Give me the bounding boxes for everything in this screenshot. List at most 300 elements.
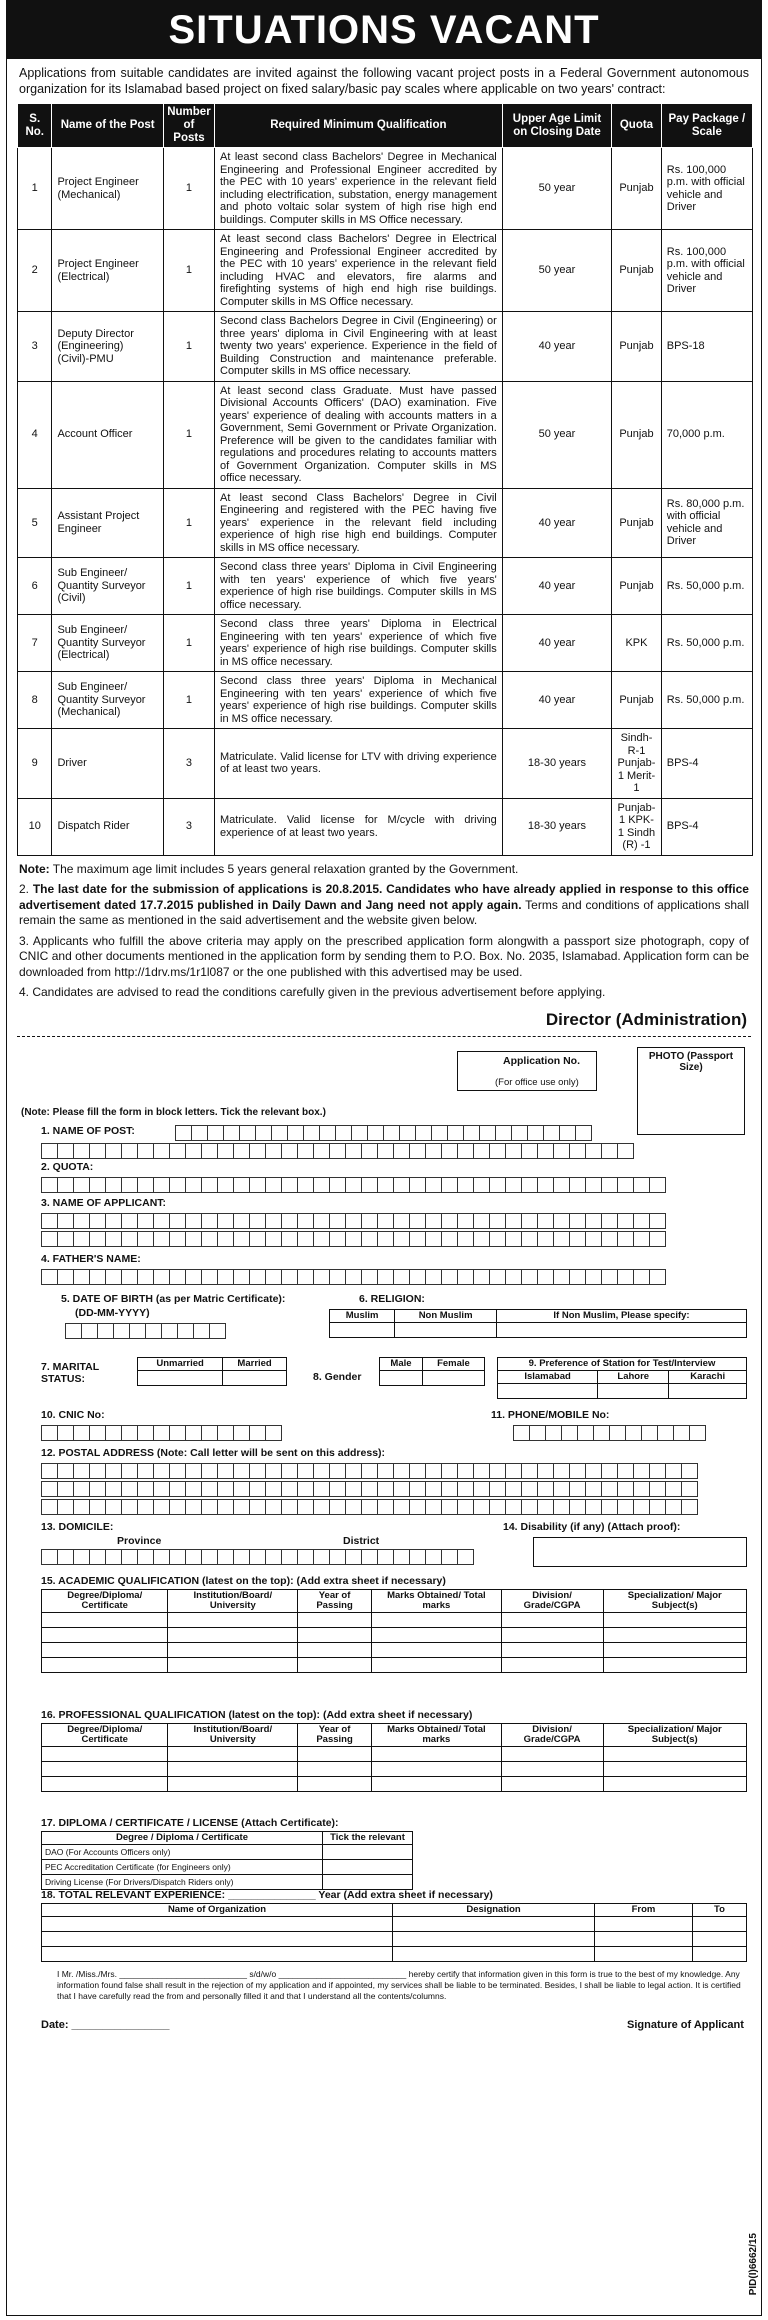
letter-box[interactable] xyxy=(553,1231,570,1247)
letter-box[interactable] xyxy=(297,1499,314,1515)
letter-box[interactable] xyxy=(361,1177,378,1193)
letter-box[interactable] xyxy=(649,1481,666,1497)
letter-box[interactable] xyxy=(281,1499,298,1515)
letter-box[interactable] xyxy=(169,1177,186,1193)
letter-box[interactable] xyxy=(137,1269,154,1285)
letter-box[interactable] xyxy=(609,1425,626,1441)
entry-cell[interactable] xyxy=(372,1657,502,1672)
letter-box[interactable] xyxy=(153,1213,170,1229)
letter-box[interactable] xyxy=(41,1177,58,1193)
entry-cell[interactable] xyxy=(168,1642,298,1657)
letter-box[interactable] xyxy=(271,1125,288,1141)
letter-box[interactable] xyxy=(297,1481,314,1497)
letter-box[interactable] xyxy=(377,1481,394,1497)
letter-box[interactable] xyxy=(57,1231,74,1247)
lahore-tick[interactable] xyxy=(598,1383,669,1398)
letter-box[interactable] xyxy=(425,1177,442,1193)
letter-box[interactable] xyxy=(217,1269,234,1285)
letter-box[interactable] xyxy=(281,1213,298,1229)
letter-box[interactable] xyxy=(201,1177,218,1193)
letter-box[interactable] xyxy=(233,1143,250,1159)
letter-box[interactable] xyxy=(545,1425,562,1441)
letter-box[interactable] xyxy=(207,1125,224,1141)
entry-cell[interactable] xyxy=(603,1612,747,1627)
letter-box[interactable] xyxy=(329,1499,346,1515)
letter-box[interactable] xyxy=(239,1125,256,1141)
letter-box[interactable] xyxy=(345,1231,362,1247)
letter-box[interactable] xyxy=(617,1213,634,1229)
letter-box[interactable] xyxy=(673,1425,690,1441)
letter-box[interactable] xyxy=(409,1177,426,1193)
letter-box[interactable] xyxy=(505,1177,522,1193)
letter-box[interactable] xyxy=(121,1481,138,1497)
letter-box[interactable] xyxy=(185,1463,202,1479)
letter-box[interactable] xyxy=(543,1125,560,1141)
letter-box[interactable] xyxy=(601,1231,618,1247)
entry-cell[interactable] xyxy=(692,1931,746,1946)
entry-cell[interactable] xyxy=(501,1612,603,1627)
letter-box[interactable] xyxy=(73,1499,90,1515)
entry-cell[interactable] xyxy=(42,1612,168,1627)
letter-box[interactable] xyxy=(425,1463,442,1479)
entry-cell[interactable] xyxy=(168,1746,298,1761)
letter-box[interactable] xyxy=(553,1269,570,1285)
letter-box[interactable] xyxy=(441,1269,458,1285)
letter-box[interactable] xyxy=(97,1323,114,1339)
letter-box[interactable] xyxy=(649,1269,666,1285)
entry-cell[interactable] xyxy=(42,1746,168,1761)
letter-box[interactable] xyxy=(249,1231,266,1247)
entry-cell[interactable] xyxy=(298,1761,372,1776)
letter-box[interactable] xyxy=(41,1143,58,1159)
letter-box[interactable] xyxy=(153,1499,170,1515)
male-tick[interactable] xyxy=(380,1370,423,1385)
letter-box[interactable] xyxy=(113,1323,130,1339)
letter-box[interactable] xyxy=(361,1481,378,1497)
option-islamabad[interactable]: Islamabad xyxy=(498,1370,598,1383)
letter-box[interactable] xyxy=(329,1463,346,1479)
letter-box[interactable] xyxy=(521,1231,538,1247)
letter-box[interactable] xyxy=(153,1549,170,1565)
letter-box[interactable] xyxy=(529,1425,546,1441)
letter-box[interactable] xyxy=(633,1269,650,1285)
letter-box[interactable] xyxy=(329,1269,346,1285)
letter-box[interactable] xyxy=(255,1125,272,1141)
letter-box[interactable] xyxy=(633,1463,650,1479)
letter-box[interactable] xyxy=(473,1499,490,1515)
letter-box[interactable] xyxy=(313,1481,330,1497)
letter-box[interactable] xyxy=(457,1143,474,1159)
letter-box[interactable] xyxy=(537,1269,554,1285)
letter-box[interactable] xyxy=(105,1269,122,1285)
married-tick[interactable] xyxy=(223,1370,287,1385)
letter-box[interactable] xyxy=(105,1481,122,1497)
letter-box[interactable] xyxy=(265,1143,282,1159)
letter-box[interactable] xyxy=(145,1323,162,1339)
letter-box[interactable] xyxy=(313,1231,330,1247)
letter-box[interactable] xyxy=(137,1481,154,1497)
letter-box[interactable] xyxy=(121,1549,138,1565)
letter-box[interactable] xyxy=(617,1177,634,1193)
letter-box[interactable] xyxy=(89,1481,106,1497)
letter-box[interactable] xyxy=(169,1549,186,1565)
entry-cell[interactable] xyxy=(42,1776,168,1791)
letter-box[interactable] xyxy=(489,1269,506,1285)
letter-box[interactable] xyxy=(473,1269,490,1285)
entry-cell[interactable] xyxy=(372,1627,502,1642)
letter-box[interactable] xyxy=(457,1481,474,1497)
phone-boxes[interactable] xyxy=(513,1425,705,1441)
letter-box[interactable] xyxy=(409,1463,426,1479)
letter-box[interactable] xyxy=(345,1269,362,1285)
letter-box[interactable] xyxy=(57,1143,74,1159)
letter-box[interactable] xyxy=(345,1481,362,1497)
letter-box[interactable] xyxy=(617,1231,634,1247)
letter-box[interactable] xyxy=(457,1231,474,1247)
letter-box[interactable] xyxy=(633,1481,650,1497)
letter-box[interactable] xyxy=(105,1213,122,1229)
letter-box[interactable] xyxy=(521,1269,538,1285)
letter-box[interactable] xyxy=(681,1481,698,1497)
letter-box[interactable] xyxy=(41,1463,58,1479)
letter-box[interactable] xyxy=(377,1177,394,1193)
letter-box[interactable] xyxy=(473,1213,490,1229)
letter-box[interactable] xyxy=(177,1323,194,1339)
letter-box[interactable] xyxy=(89,1499,106,1515)
entry-cell[interactable] xyxy=(42,1642,168,1657)
letter-box[interactable] xyxy=(217,1481,234,1497)
letter-box[interactable] xyxy=(233,1231,250,1247)
letter-box[interactable] xyxy=(431,1125,448,1141)
letter-box[interactable] xyxy=(105,1549,122,1565)
letter-box[interactable] xyxy=(505,1213,522,1229)
letter-box[interactable] xyxy=(585,1177,602,1193)
letter-box[interactable] xyxy=(233,1213,250,1229)
entry-cell[interactable] xyxy=(501,1746,603,1761)
letter-box[interactable] xyxy=(441,1481,458,1497)
letter-box[interactable] xyxy=(329,1177,346,1193)
letter-box[interactable] xyxy=(121,1499,138,1515)
letter-box[interactable] xyxy=(425,1499,442,1515)
letter-box[interactable] xyxy=(665,1463,682,1479)
letter-box[interactable] xyxy=(489,1213,506,1229)
letter-box[interactable] xyxy=(73,1213,90,1229)
letter-box[interactable] xyxy=(601,1143,618,1159)
letter-box[interactable] xyxy=(287,1125,304,1141)
letter-box[interactable] xyxy=(105,1231,122,1247)
letter-box[interactable] xyxy=(601,1213,618,1229)
letter-box[interactable] xyxy=(617,1481,634,1497)
letter-box[interactable] xyxy=(367,1125,384,1141)
letter-box[interactable] xyxy=(121,1231,138,1247)
entry-cell[interactable] xyxy=(603,1776,747,1791)
letter-box[interactable] xyxy=(153,1269,170,1285)
letter-box[interactable] xyxy=(185,1549,202,1565)
letter-box[interactable] xyxy=(57,1177,74,1193)
letter-box[interactable] xyxy=(425,1481,442,1497)
letter-box[interactable] xyxy=(537,1143,554,1159)
letter-box[interactable] xyxy=(137,1143,154,1159)
letter-box[interactable] xyxy=(577,1425,594,1441)
letter-box[interactable] xyxy=(153,1143,170,1159)
letter-box[interactable] xyxy=(441,1231,458,1247)
letter-box[interactable] xyxy=(495,1125,512,1141)
option-karachi[interactable]: Karachi xyxy=(669,1370,747,1383)
letter-box[interactable] xyxy=(537,1463,554,1479)
letter-box[interactable] xyxy=(73,1143,90,1159)
entry-cell[interactable] xyxy=(298,1776,372,1791)
entry-cell[interactable] xyxy=(168,1612,298,1627)
letter-box[interactable] xyxy=(313,1549,330,1565)
letter-box[interactable] xyxy=(217,1213,234,1229)
letter-box[interactable] xyxy=(569,1481,586,1497)
letter-box[interactable] xyxy=(473,1481,490,1497)
letter-box[interactable] xyxy=(89,1231,106,1247)
letter-box[interactable] xyxy=(233,1269,250,1285)
letter-box[interactable] xyxy=(201,1549,218,1565)
letter-box[interactable] xyxy=(457,1213,474,1229)
letter-box[interactable] xyxy=(345,1177,362,1193)
letter-box[interactable] xyxy=(201,1269,218,1285)
letter-box[interactable] xyxy=(233,1425,250,1441)
entry-cell[interactable] xyxy=(298,1746,372,1761)
letter-box[interactable] xyxy=(313,1499,330,1515)
letter-box[interactable] xyxy=(233,1549,250,1565)
letter-box[interactable] xyxy=(361,1549,378,1565)
letter-box[interactable] xyxy=(377,1269,394,1285)
letter-box[interactable] xyxy=(553,1499,570,1515)
letter-box[interactable] xyxy=(137,1231,154,1247)
letter-box[interactable] xyxy=(265,1463,282,1479)
letter-box[interactable] xyxy=(297,1463,314,1479)
letter-box[interactable] xyxy=(249,1177,266,1193)
letter-box[interactable] xyxy=(265,1549,282,1565)
letter-box[interactable] xyxy=(377,1549,394,1565)
letter-box[interactable] xyxy=(441,1549,458,1565)
letter-box[interactable] xyxy=(345,1143,362,1159)
letter-box[interactable] xyxy=(41,1425,58,1441)
letter-box[interactable] xyxy=(441,1463,458,1479)
letter-box[interactable] xyxy=(521,1177,538,1193)
letter-box[interactable] xyxy=(593,1425,610,1441)
letter-box[interactable] xyxy=(361,1463,378,1479)
entry-cell[interactable] xyxy=(372,1746,502,1761)
letter-box[interactable] xyxy=(473,1463,490,1479)
letter-box[interactable] xyxy=(281,1143,298,1159)
letter-box[interactable] xyxy=(169,1269,186,1285)
name-of-post-boxes[interactable] xyxy=(175,1125,591,1141)
letter-box[interactable] xyxy=(457,1463,474,1479)
entry-cell[interactable] xyxy=(168,1627,298,1642)
letter-box[interactable] xyxy=(201,1231,218,1247)
entry-cell[interactable] xyxy=(168,1657,298,1672)
tick-cell[interactable] xyxy=(323,1874,413,1889)
letter-box[interactable] xyxy=(377,1463,394,1479)
letter-box[interactable] xyxy=(473,1231,490,1247)
address-boxes-2[interactable] xyxy=(41,1481,697,1497)
entry-cell[interactable] xyxy=(501,1642,603,1657)
entry-cell[interactable] xyxy=(603,1746,747,1761)
entry-cell[interactable] xyxy=(692,1916,746,1931)
letter-box[interactable] xyxy=(41,1269,58,1285)
letter-box[interactable] xyxy=(601,1499,618,1515)
letter-box[interactable] xyxy=(73,1269,90,1285)
entry-cell[interactable] xyxy=(595,1916,693,1931)
letter-box[interactable] xyxy=(57,1269,74,1285)
letter-box[interactable] xyxy=(265,1213,282,1229)
letter-box[interactable] xyxy=(249,1425,266,1441)
entry-cell[interactable] xyxy=(603,1642,747,1657)
entry-cell[interactable] xyxy=(393,1931,595,1946)
letter-box[interactable] xyxy=(479,1125,496,1141)
letter-box[interactable] xyxy=(559,1125,576,1141)
letter-box[interactable] xyxy=(73,1463,90,1479)
letter-box[interactable] xyxy=(57,1463,74,1479)
letter-box[interactable] xyxy=(169,1231,186,1247)
entry-cell[interactable] xyxy=(603,1761,747,1776)
letter-box[interactable] xyxy=(361,1143,378,1159)
letter-box[interactable] xyxy=(489,1481,506,1497)
letter-box[interactable] xyxy=(89,1143,106,1159)
letter-box[interactable] xyxy=(81,1323,98,1339)
specify-field[interactable] xyxy=(497,1322,747,1337)
letter-box[interactable] xyxy=(297,1177,314,1193)
letter-box[interactable] xyxy=(281,1231,298,1247)
date-field[interactable]: Date: ________________ xyxy=(41,2018,170,2031)
letter-box[interactable] xyxy=(527,1125,544,1141)
letter-box[interactable] xyxy=(489,1177,506,1193)
letter-box[interactable] xyxy=(617,1499,634,1515)
letter-box[interactable] xyxy=(345,1549,362,1565)
letter-box[interactable] xyxy=(409,1481,426,1497)
letter-box[interactable] xyxy=(153,1481,170,1497)
letter-box[interactable] xyxy=(513,1425,530,1441)
entry-cell[interactable] xyxy=(372,1642,502,1657)
entry-cell[interactable] xyxy=(372,1612,502,1627)
letter-box[interactable] xyxy=(649,1463,666,1479)
letter-box[interactable] xyxy=(415,1125,432,1141)
dob-boxes[interactable] xyxy=(65,1323,225,1339)
letter-box[interactable] xyxy=(105,1143,122,1159)
letter-box[interactable] xyxy=(169,1499,186,1515)
entry-cell[interactable] xyxy=(298,1612,372,1627)
letter-box[interactable] xyxy=(265,1231,282,1247)
letter-box[interactable] xyxy=(153,1425,170,1441)
letter-box[interactable] xyxy=(73,1549,90,1565)
entry-cell[interactable] xyxy=(168,1761,298,1776)
letter-box[interactable] xyxy=(73,1425,90,1441)
letter-box[interactable] xyxy=(425,1143,442,1159)
letter-box[interactable] xyxy=(553,1177,570,1193)
letter-box[interactable] xyxy=(665,1481,682,1497)
letter-box[interactable] xyxy=(121,1213,138,1229)
letter-box[interactable] xyxy=(457,1177,474,1193)
letter-box[interactable] xyxy=(137,1177,154,1193)
letter-box[interactable] xyxy=(169,1481,186,1497)
letter-box[interactable] xyxy=(601,1269,618,1285)
letter-box[interactable] xyxy=(393,1481,410,1497)
letter-box[interactable] xyxy=(585,1499,602,1515)
tick-cell[interactable] xyxy=(323,1859,413,1874)
letter-box[interactable] xyxy=(217,1425,234,1441)
name-of-post-boxes-2[interactable] xyxy=(41,1143,633,1159)
letter-box[interactable] xyxy=(425,1213,442,1229)
letter-box[interactable] xyxy=(89,1463,106,1479)
letter-box[interactable] xyxy=(393,1463,410,1479)
letter-box[interactable] xyxy=(105,1177,122,1193)
letter-box[interactable] xyxy=(185,1425,202,1441)
letter-box[interactable] xyxy=(649,1231,666,1247)
letter-box[interactable] xyxy=(169,1143,186,1159)
letter-box[interactable] xyxy=(89,1549,106,1565)
islamabad-tick[interactable] xyxy=(498,1383,598,1398)
letter-box[interactable] xyxy=(585,1143,602,1159)
letter-box[interactable] xyxy=(505,1499,522,1515)
entry-cell[interactable] xyxy=(692,1946,746,1961)
father-name-boxes[interactable] xyxy=(41,1269,665,1285)
letter-box[interactable] xyxy=(193,1323,210,1339)
letter-box[interactable] xyxy=(137,1549,154,1565)
letter-box[interactable] xyxy=(153,1231,170,1247)
letter-box[interactable] xyxy=(313,1213,330,1229)
letter-box[interactable] xyxy=(689,1425,706,1441)
letter-box[interactable] xyxy=(521,1213,538,1229)
letter-box[interactable] xyxy=(377,1231,394,1247)
letter-box[interactable] xyxy=(409,1231,426,1247)
letter-box[interactable] xyxy=(505,1481,522,1497)
letter-box[interactable] xyxy=(217,1463,234,1479)
letter-box[interactable] xyxy=(361,1499,378,1515)
letter-box[interactable] xyxy=(73,1231,90,1247)
letter-box[interactable] xyxy=(569,1463,586,1479)
letter-box[interactable] xyxy=(601,1481,618,1497)
entry-cell[interactable] xyxy=(372,1776,502,1791)
letter-box[interactable] xyxy=(441,1499,458,1515)
letter-box[interactable] xyxy=(175,1125,192,1141)
letter-box[interactable] xyxy=(169,1463,186,1479)
letter-box[interactable] xyxy=(313,1177,330,1193)
letter-box[interactable] xyxy=(553,1213,570,1229)
applicant-name-boxes[interactable] xyxy=(41,1213,665,1229)
female-tick[interactable] xyxy=(422,1370,484,1385)
letter-box[interactable] xyxy=(265,1177,282,1193)
letter-box[interactable] xyxy=(393,1177,410,1193)
letter-box[interactable] xyxy=(249,1499,266,1515)
letter-box[interactable] xyxy=(409,1269,426,1285)
letter-box[interactable] xyxy=(361,1213,378,1229)
letter-box[interactable] xyxy=(169,1425,186,1441)
letter-box[interactable] xyxy=(681,1499,698,1515)
letter-box[interactable] xyxy=(505,1463,522,1479)
option-unmarried[interactable]: Unmarried xyxy=(138,1357,223,1370)
letter-box[interactable] xyxy=(281,1481,298,1497)
tick-cell[interactable] xyxy=(323,1844,413,1859)
letter-box[interactable] xyxy=(313,1463,330,1479)
domicile-boxes[interactable] xyxy=(41,1549,473,1565)
letter-box[interactable] xyxy=(585,1213,602,1229)
letter-box[interactable] xyxy=(569,1269,586,1285)
entry-cell[interactable] xyxy=(595,1946,693,1961)
letter-box[interactable] xyxy=(297,1143,314,1159)
letter-box[interactable] xyxy=(185,1269,202,1285)
entry-cell[interactable] xyxy=(603,1657,747,1672)
option-non-muslim[interactable]: Non Muslim xyxy=(395,1309,497,1322)
letter-box[interactable] xyxy=(441,1177,458,1193)
letter-box[interactable] xyxy=(345,1499,362,1515)
entry-cell[interactable] xyxy=(42,1946,393,1961)
letter-box[interactable] xyxy=(281,1549,298,1565)
letter-box[interactable] xyxy=(641,1425,658,1441)
